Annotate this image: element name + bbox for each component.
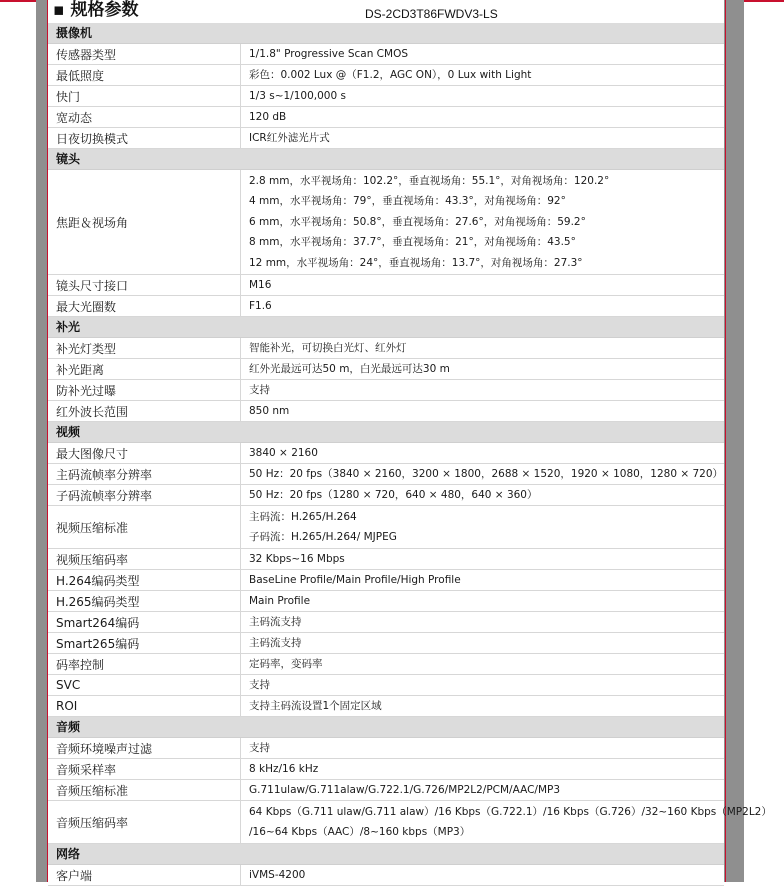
section-title: 网络 — [56, 847, 81, 861]
spec-value-line: 彩色：0.002 Lux @（F1.2，AGC ON），0 Lux with Light — [249, 68, 532, 81]
spec-row — [48, 380, 724, 401]
spec-label: 宽动态 — [48, 107, 241, 127]
spec-value — [241, 549, 724, 569]
spec-row — [48, 401, 724, 422]
spec-value — [241, 401, 724, 421]
spec-value — [241, 380, 724, 400]
spec-value — [241, 654, 724, 674]
spec-label: 补光灯类型 — [48, 338, 241, 358]
spec-label: 主码流帧率分辨率 — [48, 464, 241, 484]
right-red-rule — [725, 0, 726, 882]
spec-value-line: 红外光最远可达50 m，白光最远可达30 m — [249, 362, 450, 375]
spec-label: 快门 — [48, 86, 241, 106]
spec-label: Smart265编码 — [48, 633, 241, 653]
spec-value-line: 50 Hz：20 fps（3840 × 2160，3200 × 1800，2688 × 1520，1920 × 1080，1280 × 720） — [249, 467, 724, 480]
spec-row — [48, 296, 724, 317]
spec-label: 防补光过曝 — [48, 380, 241, 400]
spec-row — [48, 738, 724, 759]
spec-label: 最低照度 — [48, 65, 241, 85]
spec-value — [241, 801, 772, 843]
spec-value — [241, 759, 724, 779]
spec-value-line: 64 Kbps（G.711 ulaw/G.711 alaw）/16 Kbps（G.722.1）/16 Kbps（G.726）/32~160 Kbps（MP2L2） — [249, 805, 772, 818]
spec-label: H.264编码类型 — [48, 570, 241, 590]
spec-value-line: iVMS-4200 — [249, 868, 306, 881]
spec-row — [48, 591, 724, 612]
section-title: 摄像机 — [56, 26, 93, 40]
spec-value — [241, 107, 724, 127]
spec-value-line: G.711ulaw/G.711alaw/G.722.1/G.726/MP2L2/PCM/AAC/MP3 — [249, 783, 561, 796]
spec-row — [48, 44, 724, 65]
spec-value-line: 1/1.8" Progressive Scan CMOS — [249, 47, 409, 60]
section-title: 补光 — [56, 320, 81, 334]
spec-value-line: 32 Kbps~16 Mbps — [249, 552, 345, 565]
spec-value-line: 支持 — [249, 678, 270, 691]
spec-label: 音频压缩标准 — [48, 780, 241, 800]
spec-value-line: 50 Hz：20 fps（1280 × 720，640 × 480，640 × 360） — [249, 488, 538, 501]
spec-value-line: 主码流支持 — [249, 636, 302, 649]
spec-value — [241, 738, 724, 758]
spec-value-line: 850 nm — [249, 404, 290, 417]
spec-value — [241, 464, 724, 484]
spec-row — [48, 780, 724, 801]
spec-value — [241, 128, 724, 148]
spec-label: 日夜切换模式 — [48, 128, 241, 148]
spec-value-line: ICR红外滤光片式 — [249, 131, 330, 144]
spec-row — [48, 128, 724, 149]
spec-label: 码率控制 — [48, 654, 241, 674]
spec-value — [241, 338, 724, 358]
spec-value — [241, 591, 724, 611]
spec-value — [241, 485, 724, 505]
spec-header — [48, 0, 724, 23]
spec-value — [241, 44, 724, 64]
spec-label: 音频采样率 — [48, 759, 241, 779]
spec-value-line: M16 — [249, 278, 272, 291]
spec-value — [241, 612, 724, 632]
spec-label: 红外波长范围 — [48, 401, 241, 421]
spec-row — [48, 633, 724, 654]
spec-value-line: Main Profile — [249, 594, 311, 607]
spec-label: Smart264编码 — [48, 612, 241, 632]
spec-value — [241, 296, 724, 316]
spec-label: 最大光圈数 — [48, 296, 241, 316]
section-header — [48, 23, 724, 44]
spec-label: 最大图像尺寸 — [48, 443, 241, 463]
spec-value-line: 子码流：H.265/H.264/ MJPEG — [249, 531, 397, 543]
spec-value — [241, 359, 724, 379]
spec-row — [48, 443, 724, 464]
section-title: 镜头 — [56, 152, 81, 166]
spec-label: 音频压缩码率 — [48, 801, 241, 843]
spec-label: 传感器类型 — [48, 44, 241, 64]
spec-label: 镜头尺寸接口 — [48, 275, 241, 295]
spec-row — [48, 549, 724, 570]
spec-row — [48, 359, 724, 380]
spec-value — [241, 506, 724, 548]
spec-value-line: 1/3 s~1/100,000 s — [249, 89, 346, 102]
spec-label: 视频压缩标准 — [48, 506, 241, 548]
page-title: ▪ 规格参数 — [53, 0, 139, 20]
spec-value — [241, 780, 724, 800]
spec-row — [48, 506, 724, 549]
spec-value-line: 8 mm，水平视场角：37.7°，垂直视场角：21°，对角视场角：43.5° — [249, 236, 576, 249]
spec-row — [48, 570, 724, 591]
spec-row — [48, 675, 724, 696]
spec-value-line: 支持 — [249, 741, 270, 754]
spec-row — [48, 275, 724, 296]
spec-value — [241, 65, 724, 85]
spec-row — [48, 696, 724, 717]
spec-value-line: 4 mm，水平视场角：79°，垂直视场角：43.3°，对角视场角：92° — [249, 195, 566, 208]
spec-value-line: 智能补光，可切换白光灯、红外灯 — [249, 341, 407, 354]
spec-row — [48, 801, 772, 844]
spec-value — [241, 86, 724, 106]
spec-value-line: 120 dB — [249, 110, 287, 123]
spec-label: H.265编码类型 — [48, 591, 241, 611]
spec-row — [48, 485, 724, 506]
spec-value — [241, 865, 724, 885]
spec-row — [48, 865, 724, 886]
spec-value — [241, 570, 724, 590]
spec-label: SVC — [48, 675, 241, 695]
right-margin-band — [724, 0, 744, 882]
spec-label: 客户端 — [48, 865, 241, 885]
section-header — [48, 844, 724, 865]
spec-value-line: 6 mm，水平视场角：50.8°，垂直视场角：27.6°，对角视场角：59.2° — [249, 215, 586, 228]
spec-value — [241, 275, 724, 295]
spec-label: 焦距＆视场角 — [48, 170, 241, 274]
spec-label: 补光距离 — [48, 359, 241, 379]
spec-value — [241, 696, 724, 716]
spec-value-line: 12 mm，水平视场角：24°，垂直视场角：13.7°，对角视场角：27.3° — [249, 256, 583, 269]
section-header — [48, 149, 724, 170]
spec-label: 子码流帧率分辨率 — [48, 485, 241, 505]
spec-label: 视频压缩码率 — [48, 549, 241, 569]
section-header — [48, 317, 724, 338]
spec-value-line: /16~64 Kbps（AAC）/8~160 kbps（MP3） — [249, 826, 471, 838]
spec-value-line: F1.6 — [249, 299, 272, 312]
spec-label: 音频环境噪声过滤 — [48, 738, 241, 758]
section-title: 视频 — [56, 425, 81, 439]
spec-row — [48, 65, 724, 86]
spec-row — [48, 338, 724, 359]
spec-value-line: 定码率，变码率 — [249, 657, 323, 670]
spec-value-line: BaseLine Profile/Main Profile/High Profile — [249, 573, 461, 586]
spec-table — [48, 23, 772, 886]
section-header — [48, 422, 724, 443]
spec-row — [48, 612, 724, 633]
spec-value — [241, 170, 724, 274]
spec-value-line: 主码流：H.265/H.264 — [249, 510, 357, 523]
spec-row — [48, 464, 724, 485]
spec-value — [241, 675, 724, 695]
spec-row — [48, 170, 724, 275]
spec-value-line: 支持主码流设置1个固定区域 — [249, 699, 382, 712]
spec-value-line: 8 kHz/16 kHz — [249, 762, 319, 775]
spec-value — [241, 443, 724, 463]
spec-row — [48, 654, 724, 675]
section-title: 音频 — [56, 720, 81, 734]
spec-row — [48, 86, 724, 107]
spec-value — [241, 633, 724, 653]
spec-value-line: 支持 — [249, 383, 270, 396]
spec-row — [48, 759, 724, 780]
model-number: DS-2CD3T86FWDV3-LS — [365, 7, 498, 21]
spec-row — [48, 107, 724, 128]
spec-value-line: 3840 × 2160 — [249, 446, 318, 459]
spec-value-line: 2.8 mm，水平视场角：102.2°，垂直视场角：55.1°，对角视场角：120.2° — [249, 174, 610, 187]
spec-value-line: 主码流支持 — [249, 615, 302, 628]
spec-label: ROI — [48, 696, 241, 716]
section-header — [48, 717, 724, 738]
